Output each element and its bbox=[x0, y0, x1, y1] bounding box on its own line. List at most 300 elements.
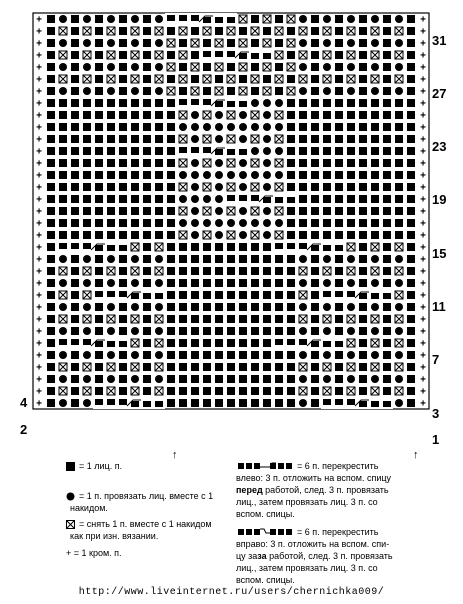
chart-cell bbox=[119, 147, 127, 155]
chart-cell bbox=[347, 51, 355, 59]
chart-cell bbox=[59, 303, 67, 311]
chart-cell bbox=[311, 123, 319, 131]
chart-cell bbox=[323, 255, 331, 263]
svg-text:+: + bbox=[420, 386, 426, 398]
chart-cell bbox=[59, 279, 67, 287]
chart-cell bbox=[59, 99, 67, 107]
chart-cell bbox=[47, 351, 55, 359]
chart-cell bbox=[263, 87, 271, 95]
svg-text:+: + bbox=[36, 350, 42, 362]
chart-cell bbox=[227, 27, 235, 35]
chart-cell bbox=[131, 63, 139, 71]
chart-cell bbox=[383, 243, 391, 251]
chart-cell bbox=[191, 327, 199, 335]
legend-cross-right-5: вспом. спицы. bbox=[236, 575, 295, 585]
svg-text:+: + bbox=[420, 98, 426, 110]
chart-cell bbox=[155, 27, 163, 35]
chart-cell bbox=[275, 183, 283, 191]
chart-cell bbox=[299, 375, 307, 383]
svg-text:+: + bbox=[36, 266, 42, 278]
chart-cell bbox=[359, 243, 367, 251]
chart-cell bbox=[251, 15, 259, 23]
chart-cell bbox=[323, 123, 331, 131]
chart-cell bbox=[287, 111, 295, 119]
svg-text:+: + bbox=[36, 122, 42, 134]
chart-cell bbox=[215, 339, 223, 347]
chart-cell bbox=[167, 171, 175, 179]
cable-cross-mark bbox=[93, 289, 165, 301]
chart-cell bbox=[335, 99, 343, 107]
chart-cell bbox=[275, 219, 283, 227]
chart-cell bbox=[83, 27, 91, 35]
chart-cell bbox=[191, 363, 199, 371]
chart-cell bbox=[383, 51, 391, 59]
chart-cell bbox=[215, 375, 223, 383]
chart-cell bbox=[383, 303, 391, 311]
chart-cell bbox=[119, 87, 127, 95]
chart-cell bbox=[275, 315, 283, 323]
chart-cell bbox=[251, 207, 259, 215]
legend-cross-right-3: цу заза работой, след. 3 п. провязать bbox=[236, 551, 393, 561]
chart-cell bbox=[287, 387, 295, 395]
chart-cell bbox=[323, 27, 331, 35]
svg-text:+: + bbox=[420, 170, 426, 182]
svg-text:+: + bbox=[420, 26, 426, 38]
chart-cell bbox=[383, 387, 391, 395]
chart-cell bbox=[36, 51, 42, 62]
chart-cell bbox=[107, 51, 115, 59]
chart-cell bbox=[71, 267, 79, 275]
chart-cell bbox=[203, 279, 211, 287]
chart-cell bbox=[347, 231, 355, 239]
chart-cell bbox=[420, 303, 426, 314]
chart-cell bbox=[251, 111, 259, 119]
svg-text:+: + bbox=[36, 26, 42, 38]
chart-cell bbox=[47, 39, 55, 47]
chart-cell bbox=[371, 111, 379, 119]
chart-cell bbox=[191, 267, 199, 275]
chart-cell bbox=[59, 363, 67, 371]
chart-cell bbox=[395, 303, 403, 311]
chart-cell bbox=[383, 15, 391, 23]
chart-cell bbox=[36, 123, 42, 134]
row-number-27: 27 bbox=[432, 86, 447, 101]
chart-cell bbox=[119, 267, 127, 275]
chart-cell bbox=[47, 231, 55, 239]
chart-cell bbox=[299, 267, 307, 275]
chart-cell bbox=[407, 75, 415, 83]
chart-cell bbox=[215, 195, 223, 203]
chart-cell bbox=[83, 399, 91, 407]
chart-cell bbox=[395, 219, 403, 227]
chart-cell bbox=[203, 387, 211, 395]
chart-cell bbox=[299, 231, 307, 239]
svg-text:+: + bbox=[36, 218, 42, 230]
chart-cell bbox=[371, 387, 379, 395]
chart-cell bbox=[359, 111, 367, 119]
chart-cell bbox=[359, 183, 367, 191]
chart-cell bbox=[239, 291, 247, 299]
chart-cell bbox=[155, 111, 163, 119]
chart-cell bbox=[155, 51, 163, 59]
svg-text:+: + bbox=[420, 362, 426, 374]
chart-cell bbox=[347, 111, 355, 119]
chart-cell bbox=[71, 327, 79, 335]
chart-cell bbox=[119, 135, 127, 143]
chart-cell bbox=[191, 183, 199, 191]
chart-cell bbox=[347, 135, 355, 143]
chart-cell bbox=[347, 255, 355, 263]
chart-cell bbox=[359, 219, 367, 227]
chart-cell bbox=[215, 87, 223, 95]
chart-cell bbox=[47, 291, 55, 299]
chart-cell bbox=[335, 375, 343, 383]
chart-cell bbox=[347, 375, 355, 383]
svg-text:+: + bbox=[420, 242, 426, 254]
chart-cell bbox=[107, 135, 115, 143]
chart-cell bbox=[239, 387, 247, 395]
chart-cell bbox=[107, 99, 115, 107]
chart-cell bbox=[191, 63, 199, 71]
chart-cell bbox=[83, 87, 91, 95]
chart-cell bbox=[395, 231, 403, 239]
chart-cell bbox=[71, 15, 79, 23]
chart-cell bbox=[119, 39, 127, 47]
chart-cell bbox=[323, 207, 331, 215]
chart-cell bbox=[407, 207, 415, 215]
chart-cell bbox=[131, 243, 139, 251]
chart-cell bbox=[155, 99, 163, 107]
chart-cell bbox=[167, 63, 175, 71]
chart-cell bbox=[239, 123, 247, 131]
chart-cell bbox=[311, 63, 319, 71]
chart-cell bbox=[323, 75, 331, 83]
chart-cell bbox=[323, 195, 331, 203]
chart-cell bbox=[407, 279, 415, 287]
chart-cell bbox=[155, 363, 163, 371]
chart-cell bbox=[299, 111, 307, 119]
chart-cell bbox=[323, 327, 331, 335]
chart-cell bbox=[383, 255, 391, 263]
chart-cell bbox=[275, 147, 283, 155]
chart-cell bbox=[371, 327, 379, 335]
chart-cell bbox=[407, 339, 415, 347]
chart-cell bbox=[167, 135, 175, 143]
chart-cell bbox=[131, 111, 139, 119]
chart-cell bbox=[179, 327, 187, 335]
chart-cell bbox=[275, 387, 283, 395]
chart-cell bbox=[311, 111, 319, 119]
chart-cell bbox=[119, 75, 127, 83]
chart-cell bbox=[239, 135, 247, 143]
chart-cell bbox=[395, 147, 403, 155]
chart-cell bbox=[131, 135, 139, 143]
chart-cell bbox=[107, 363, 115, 371]
legend-cross-left-4: лиц., затем провязать лиц. 3 п. со bbox=[236, 497, 378, 507]
chart-cell bbox=[420, 375, 426, 386]
chart-cell bbox=[407, 51, 415, 59]
chart-cell bbox=[36, 39, 42, 50]
chart-cell bbox=[227, 399, 235, 407]
chart-cell bbox=[95, 39, 103, 47]
chart-cell bbox=[420, 399, 426, 410]
chart-cell bbox=[47, 399, 55, 407]
chart-cell bbox=[179, 387, 187, 395]
chart-cell bbox=[263, 279, 271, 287]
chart-cell bbox=[71, 399, 79, 407]
chart-cell bbox=[335, 15, 343, 23]
chart-cell bbox=[407, 387, 415, 395]
chart-cell bbox=[335, 351, 343, 359]
chart-cell bbox=[47, 327, 55, 335]
row-number-4: 4 bbox=[20, 395, 28, 410]
chart-cell bbox=[167, 75, 175, 83]
chart-cell bbox=[335, 183, 343, 191]
svg-text:+: + bbox=[36, 230, 42, 242]
chart-cell bbox=[347, 159, 355, 167]
chart-cell bbox=[395, 39, 403, 47]
chart-cell bbox=[131, 219, 139, 227]
chart-cell bbox=[359, 51, 367, 59]
chart-cell bbox=[167, 99, 175, 107]
chart-cell bbox=[251, 303, 259, 311]
chart-cell bbox=[36, 339, 42, 350]
chart-cell bbox=[191, 231, 199, 239]
chart-cell bbox=[71, 147, 79, 155]
chart-cell bbox=[83, 195, 91, 203]
chart-cell bbox=[36, 351, 42, 362]
chart-cell bbox=[239, 363, 247, 371]
chart-cell bbox=[371, 51, 379, 59]
chart-cell bbox=[203, 315, 211, 323]
chart-cell bbox=[407, 15, 415, 23]
chart-cell bbox=[47, 159, 55, 167]
chart-cell bbox=[275, 123, 283, 131]
chart-cell bbox=[71, 207, 79, 215]
chart-cell bbox=[287, 63, 295, 71]
svg-text:+: + bbox=[36, 206, 42, 218]
svg-text:+: + bbox=[420, 50, 426, 62]
chart-cell bbox=[59, 51, 67, 59]
chart-cell bbox=[420, 123, 426, 134]
svg-text:+: + bbox=[420, 350, 426, 362]
chart-cell bbox=[371, 39, 379, 47]
chart-cell bbox=[347, 339, 355, 347]
chart-cell bbox=[191, 219, 199, 227]
chart-cell bbox=[179, 183, 187, 191]
chart-cell bbox=[420, 267, 426, 278]
chart-cell bbox=[119, 171, 127, 179]
chart-cell bbox=[215, 303, 223, 311]
chart-cell bbox=[420, 207, 426, 218]
chart-cell bbox=[347, 279, 355, 287]
svg-text:+: + bbox=[420, 314, 426, 326]
chart-cell bbox=[95, 63, 103, 71]
chart-cell bbox=[215, 267, 223, 275]
chart-cell bbox=[420, 351, 426, 362]
chart-cell bbox=[335, 171, 343, 179]
chart-cell bbox=[275, 375, 283, 383]
chart-cell bbox=[167, 363, 175, 371]
chart-cell bbox=[239, 39, 247, 47]
chart-cell bbox=[323, 15, 331, 23]
chart-cell bbox=[263, 291, 271, 299]
svg-text:+: + bbox=[420, 398, 426, 410]
chart-cell bbox=[155, 387, 163, 395]
row-number-23: 23 bbox=[432, 139, 447, 154]
row-number-11: 11 bbox=[432, 299, 446, 314]
svg-text:+: + bbox=[420, 254, 426, 266]
chart-cell bbox=[167, 267, 175, 275]
chart-cell bbox=[407, 291, 415, 299]
chart-cell bbox=[407, 39, 415, 47]
legend-cross-left-5: вспом. спицы. bbox=[236, 509, 295, 519]
chart-cell bbox=[359, 207, 367, 215]
chart-cell bbox=[311, 399, 319, 407]
chart-cell bbox=[179, 63, 187, 71]
chart-cell bbox=[59, 219, 67, 227]
chart-cell bbox=[36, 63, 42, 74]
chart-cell bbox=[155, 243, 163, 251]
chart-cell bbox=[383, 207, 391, 215]
chart-cell bbox=[251, 231, 259, 239]
chart-cell bbox=[36, 387, 42, 398]
chart-cell bbox=[167, 159, 175, 167]
chart-cell bbox=[371, 375, 379, 383]
cable-cross-mark bbox=[93, 397, 165, 409]
chart-cell bbox=[107, 147, 115, 155]
chart-cell bbox=[143, 207, 151, 215]
arrow-up-left: ↑ bbox=[172, 449, 178, 461]
chart-cell bbox=[323, 111, 331, 119]
chart-cell bbox=[179, 171, 187, 179]
chart-cell bbox=[179, 243, 187, 251]
chart-cell bbox=[191, 195, 199, 203]
svg-text:+: + bbox=[36, 110, 42, 122]
chart-cell bbox=[287, 375, 295, 383]
chart-cell bbox=[275, 303, 283, 311]
legend-knit: = 1 лиц. п. bbox=[79, 461, 123, 471]
cable-cross-mark bbox=[321, 397, 393, 409]
chart-cell bbox=[347, 363, 355, 371]
chart-cell bbox=[143, 387, 151, 395]
chart-cell bbox=[275, 15, 283, 23]
chart-cell bbox=[155, 255, 163, 263]
chart-cell bbox=[420, 135, 426, 146]
chart-cell bbox=[191, 279, 199, 287]
chart-cell bbox=[395, 243, 403, 251]
chart-cell bbox=[383, 87, 391, 95]
chart-cell bbox=[179, 207, 187, 215]
chart-cell bbox=[131, 75, 139, 83]
chart-cell bbox=[420, 315, 426, 326]
chart-cell bbox=[359, 363, 367, 371]
svg-text:+: + bbox=[420, 194, 426, 206]
chart-cell bbox=[347, 63, 355, 71]
chart-cell bbox=[323, 159, 331, 167]
chart-cell bbox=[107, 75, 115, 83]
chart-cell bbox=[191, 111, 199, 119]
chart-cell bbox=[407, 243, 415, 251]
chart-cell bbox=[227, 243, 235, 251]
chart-cell bbox=[239, 231, 247, 239]
chart-cell bbox=[359, 99, 367, 107]
chart-cell bbox=[143, 63, 151, 71]
chart-cell bbox=[155, 267, 163, 275]
chart-cell bbox=[239, 339, 247, 347]
chart-cell bbox=[239, 183, 247, 191]
cable-cross-mark bbox=[57, 337, 129, 349]
chart-cell bbox=[251, 99, 259, 107]
chart-cell bbox=[299, 183, 307, 191]
chart-cell bbox=[227, 87, 235, 95]
chart-cell bbox=[143, 351, 151, 359]
chart-cell bbox=[83, 279, 91, 287]
chart-cell bbox=[203, 123, 211, 131]
chart-cell bbox=[287, 291, 295, 299]
chart-cell bbox=[167, 327, 175, 335]
chart-cell bbox=[335, 315, 343, 323]
chart-cell bbox=[275, 207, 283, 215]
chart-cell bbox=[275, 159, 283, 167]
chart-cell bbox=[203, 243, 211, 251]
chart-cell bbox=[179, 51, 187, 59]
chart-cell bbox=[383, 279, 391, 287]
chart-cell bbox=[347, 27, 355, 35]
chart-cell bbox=[59, 327, 67, 335]
chart-cell bbox=[203, 303, 211, 311]
chart-cell bbox=[119, 219, 127, 227]
chart-cell bbox=[83, 207, 91, 215]
chart-cell bbox=[107, 63, 115, 71]
chart-cell bbox=[131, 15, 139, 23]
chart-cell bbox=[359, 303, 367, 311]
chart-cell bbox=[335, 51, 343, 59]
chart-cell bbox=[167, 375, 175, 383]
chart-cell bbox=[167, 51, 175, 59]
chart-cell bbox=[323, 279, 331, 287]
chart-cell bbox=[239, 351, 247, 359]
chart-cell bbox=[359, 255, 367, 263]
chart-cell bbox=[36, 243, 42, 254]
chart-cell bbox=[420, 75, 426, 86]
chart-cell bbox=[215, 183, 223, 191]
chart-cell bbox=[275, 279, 283, 287]
chart-cell bbox=[287, 183, 295, 191]
chart-cell bbox=[227, 75, 235, 83]
chart-cell bbox=[383, 27, 391, 35]
chart-cell bbox=[59, 315, 67, 323]
chart-cell bbox=[95, 159, 103, 167]
row-number-31: 31 bbox=[432, 33, 447, 48]
chart-cell bbox=[179, 159, 187, 167]
chart-cell bbox=[191, 291, 199, 299]
chart-cell bbox=[323, 315, 331, 323]
chart-cell bbox=[347, 39, 355, 47]
chart-cell bbox=[119, 279, 127, 287]
chart-cell bbox=[287, 39, 295, 47]
chart-cell bbox=[347, 75, 355, 83]
chart-cell bbox=[203, 219, 211, 227]
chart-cell bbox=[287, 27, 295, 35]
chart-cell bbox=[371, 219, 379, 227]
chart-cell bbox=[167, 39, 175, 47]
chart-cell bbox=[359, 195, 367, 203]
chart-cell bbox=[371, 255, 379, 263]
chart-cell bbox=[167, 387, 175, 395]
chart-cell bbox=[299, 255, 307, 263]
chart-cell bbox=[407, 135, 415, 143]
